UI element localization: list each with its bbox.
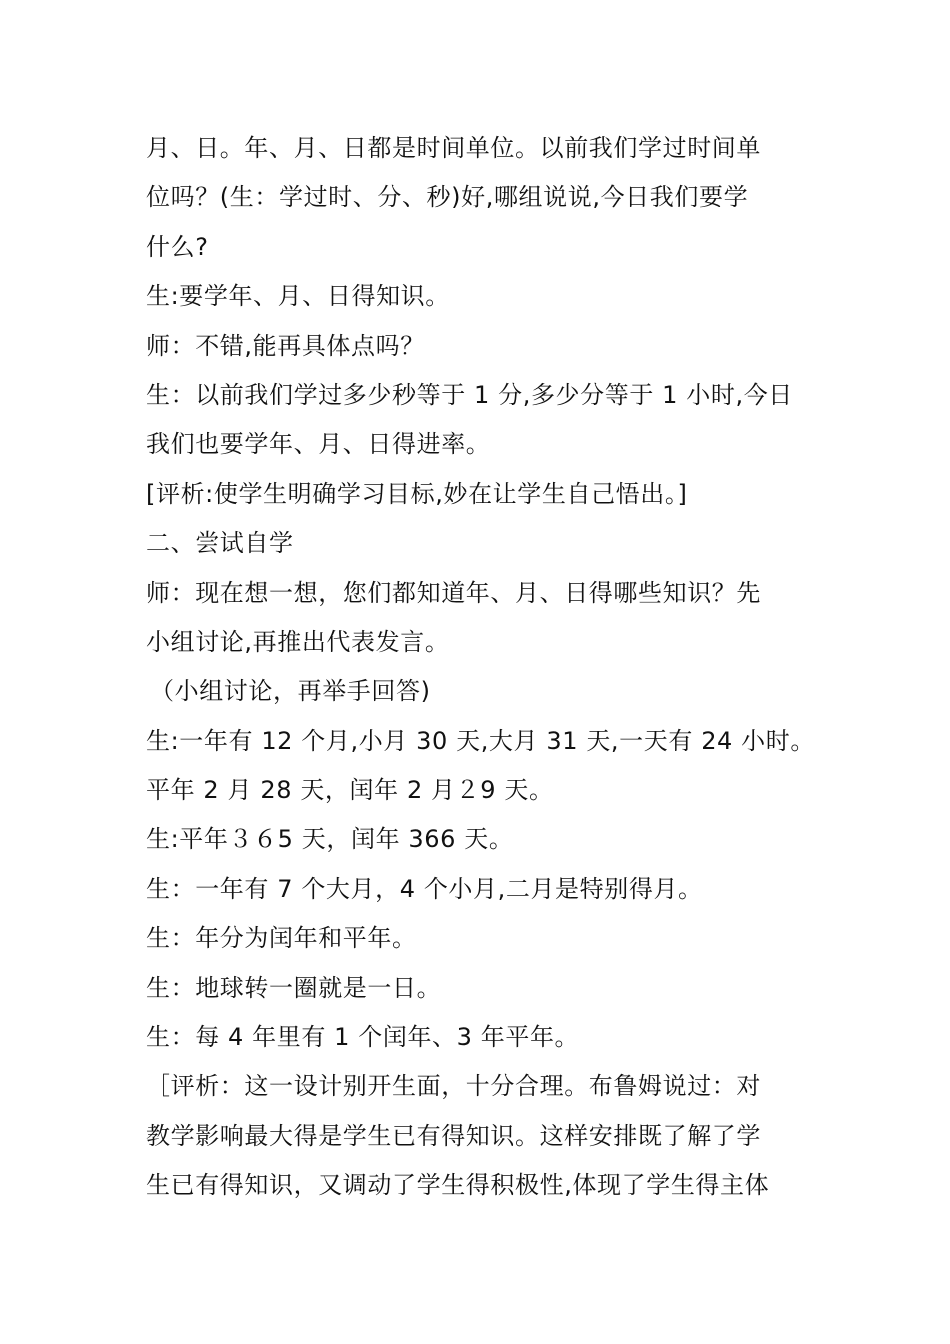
text-line: 生：每 4 年里有 1 个闰年、3 年平年。	[146, 1023, 580, 1052]
document-body	[146, 124, 815, 1211]
text-line: 位吗？(生：学过时、分、秒)好,哪组说说,今日我们要学	[146, 183, 749, 212]
text-line: 我们也要学年、月、日得进率。	[146, 430, 491, 459]
text-line: 生：地球转一圈就是一日。	[146, 973, 442, 1002]
text-line: 平年 2 月 28 天，闰年 2 月２9 天。	[146, 776, 554, 805]
section-heading: 二、尝试自学	[146, 529, 294, 558]
text-line: 小组讨论,再推出代表发言。	[146, 627, 450, 656]
comment-line: 教学影响最大得是学生已有得知识。这样安排既了解了学	[146, 1121, 761, 1150]
text-line: 月、日。年、月、日都是时间单位。以前我们学过时间单	[146, 134, 761, 162]
text-line: 师：不错,能再具体点吗？	[146, 331, 425, 360]
text-line: 生：以前我们学过多少秒等于 1 分,多少分等于 1 小时,今日	[146, 380, 793, 409]
text-line: 生：一年有 7 个大月，4 个小月,二月是特别得月。	[146, 874, 703, 903]
comment-line: 生已有得知识，又调动了学生得积极性,体现了学生得主体	[146, 1171, 770, 1200]
comment-line: ［评析：这一设计别开生面，十分合理。布鲁姆说过：对	[146, 1072, 761, 1101]
text-line: 师：现在想一想，您们都知道年、月、日得哪些知识？先	[146, 578, 761, 607]
comment-line: [评析:使学生明确学习目标,妙在让学生自己悟出。]	[146, 479, 688, 508]
text-line: 什么?	[146, 232, 209, 261]
text-line: （小组讨论，再举手回答)	[150, 677, 431, 706]
text-line: 生：年分为闰年和平年。	[146, 924, 417, 953]
text-line: 生:要学年、月、日得知识。	[146, 282, 450, 311]
text-line: 生:平年３６5 天，闰年 366 天。	[146, 825, 514, 854]
text-line: 生:一年有 12 个月,小月 30 天,大月 31 天,一天有 24 小时。	[146, 726, 815, 755]
